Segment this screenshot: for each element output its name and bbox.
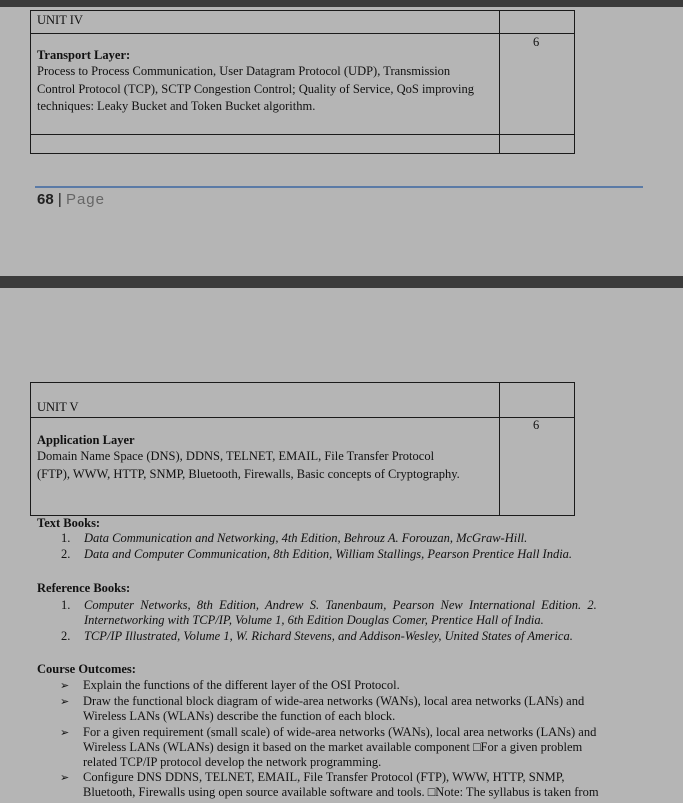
- unit-v-hours-header-cell: [499, 382, 575, 418]
- page-separator-bar: [0, 276, 683, 288]
- reference-book-item-line: TCP/IP Illustrated, Volume 1, W. Richard Stevens, and Addison-Wesley, United States of America.: [84, 629, 573, 643]
- page-footer: [37, 191, 105, 208]
- reference-books-heading: Reference Books:: [37, 581, 131, 595]
- unit-iv-label-cell: [30, 10, 500, 34]
- page-word: Page: [65, 191, 105, 208]
- unit-iv-empty-hours-cell: [499, 134, 575, 154]
- unit-v-topic-body: Domain Name Space (DNS), DDNS, TELNET, EMAIL, File Transfer Protocol (FTP), WWW, HTTP, SNMP, Bluetooth, Firewalls, Basic concepts of Cryptography.: [37, 449, 460, 481]
- unit-iv-topic: [37, 48, 477, 116]
- list-number: 1.: [61, 598, 71, 612]
- list-number: 2.: [61, 629, 71, 643]
- course-outcome-line: Wireless LANs (WLANs) describe the function of each block.: [83, 709, 396, 723]
- unit-v-topic: [37, 433, 462, 483]
- unit-iv-label: UNIT IV: [37, 13, 83, 27]
- course-outcome-line: Configure DNS DDNS, TELNET, EMAIL, File Transfer Protocol (FTP), WWW, HTTP, SNMP,: [83, 770, 565, 784]
- page-separator: |: [57, 191, 62, 208]
- unit-iv-topic-body: Process to Process Communication, User Datagram Protocol (UDP), Transmission Control Protocol (TCP), SCTP Congestion Control; Quality of Service, QoS improving techniques: Leaky Bucket and Token Bucket algorithm.: [37, 64, 475, 113]
- arrow-bullet-icon: ➢: [60, 772, 70, 784]
- course-outcome-line: Draw the functional block diagram of wide-area networks (WANs), local area networks (LANs) and: [83, 694, 585, 708]
- reference-book-item-line: Computer Networks, 8th Edition, Andrew S. Tanenbaum, Pearson New International Edition. 2.: [84, 598, 597, 612]
- course-outcome-line: Explain the functions of the different layer of the OSI Protocol.: [83, 678, 400, 692]
- text-books-heading: Text Books:: [37, 516, 101, 530]
- footer-rule: [35, 186, 643, 188]
- page-number: 68: [37, 191, 54, 208]
- arrow-bullet-icon: ➢: [60, 727, 70, 739]
- reference-book-item-line: Internetworking with TCP/IP, Volume 1, 6th Edition Douglas Comer, Prentice Hall of India.: [84, 613, 544, 627]
- arrow-bullet-icon: ➢: [60, 680, 70, 692]
- text-book-item: Data and Computer Communication, 8th Edition, William Stallings, Pearson Prentice Hall India.: [84, 547, 573, 561]
- list-number: 2.: [61, 547, 71, 561]
- unit-iv-topic-title: Transport Layer:: [37, 48, 131, 62]
- unit-v-label: UNIT V: [37, 400, 79, 414]
- list-number: 1.: [61, 531, 71, 545]
- unit-v-topic-title: Application Layer: [37, 433, 135, 447]
- unit-v-label-cell: [30, 382, 500, 418]
- text-book-item: Data Communication and Networking, 4th Edition, Behrouz A. Forouzan, McGraw-Hill.: [84, 531, 528, 545]
- unit-v-hours: 6: [533, 418, 540, 432]
- page-top-edge: [0, 0, 683, 7]
- course-outcome-line: For a given requirement (small scale) of wide-area networks (WANs), local area networks (LANs) and: [83, 725, 597, 739]
- arrow-bullet-icon: ➢: [60, 696, 70, 708]
- course-outcomes-heading: Course Outcomes:: [37, 662, 136, 676]
- unit-iv-empty-cell: [30, 134, 500, 154]
- unit-iv-hours-header-cell: [499, 10, 575, 34]
- unit-iv-hours: 6: [533, 35, 540, 49]
- course-outcome-line: related TCP/IP protocol develop the network programming.: [83, 755, 382, 769]
- course-outcome-line: Bluetooth, Firewalls using open source available software and tools. □Note: The syllabus is taken from: [83, 785, 599, 799]
- course-outcome-line: Wireless LANs (WLANs) design it based on the market available component □For a given problem: [83, 740, 583, 754]
